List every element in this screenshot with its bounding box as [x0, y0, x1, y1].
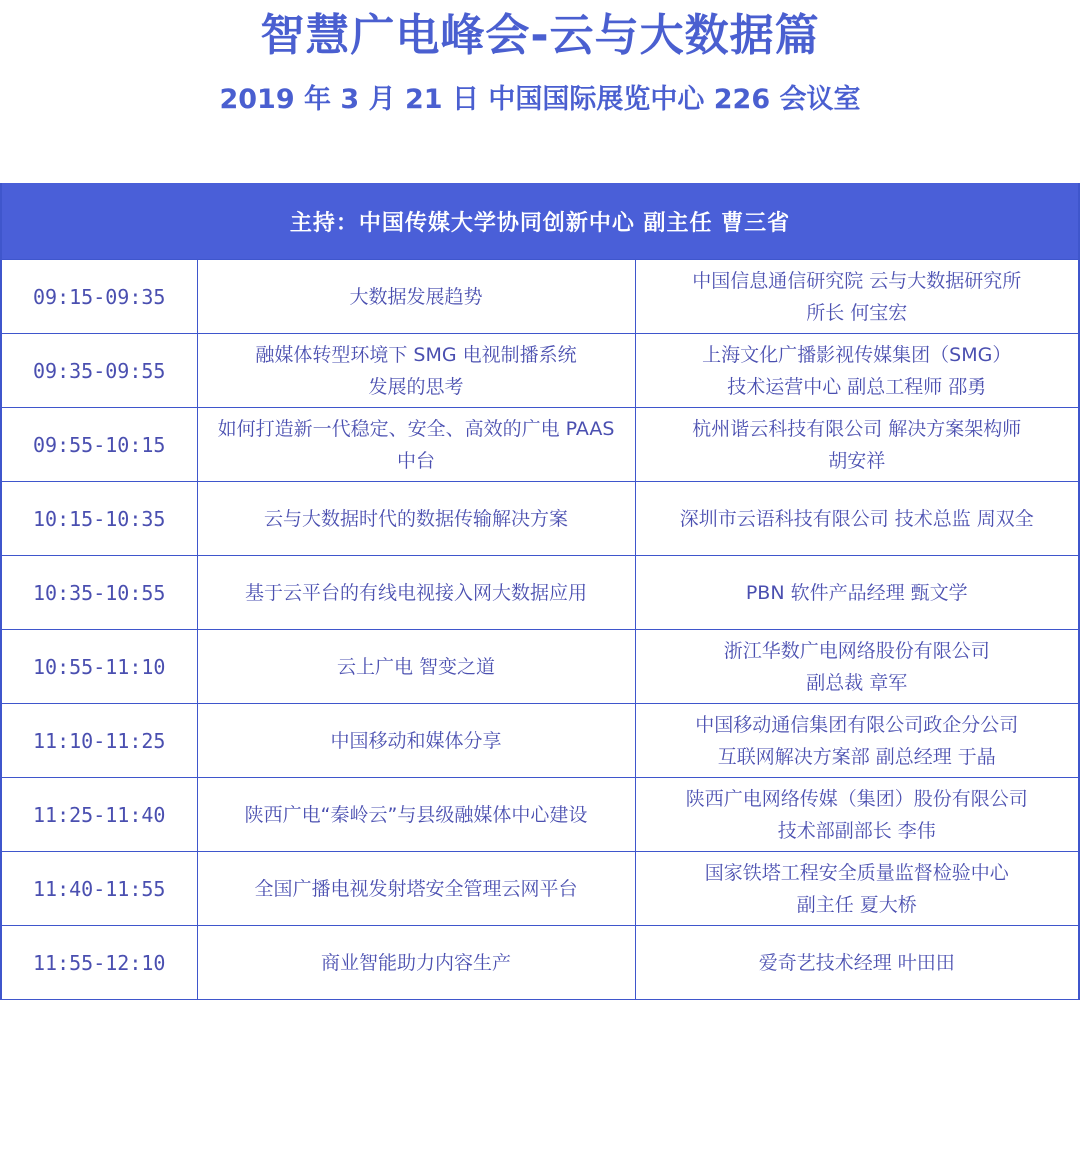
table-row	[2, 260, 1078, 334]
session-topic	[197, 630, 635, 704]
table-row	[2, 852, 1078, 926]
session-speaker-line: 杭州谐云科技有限公司 解决方案架构师	[692, 417, 1022, 440]
session-topic	[197, 704, 635, 778]
table-row	[2, 408, 1078, 482]
session-speaker	[635, 408, 1078, 482]
session-topic	[197, 260, 635, 334]
table-row	[2, 556, 1078, 630]
session-topic	[197, 334, 635, 408]
session-speaker	[635, 260, 1078, 334]
session-speaker	[635, 852, 1078, 926]
session-speaker	[635, 926, 1078, 1000]
table-row	[2, 482, 1078, 556]
session-speaker-line: 胡安祥	[828, 449, 886, 472]
session-topic-line: 云上广电 智变之道	[336, 655, 496, 678]
session-speaker-line: 所长 何宝宏	[806, 301, 908, 324]
session-speaker	[635, 778, 1078, 852]
host-banner: 主持：中国传媒大学协同创新中心 副主任 曹三省	[2, 183, 1078, 259]
session-topic	[197, 482, 635, 556]
session-speaker	[635, 482, 1078, 556]
session-time: 09:15-09:35	[2, 260, 197, 334]
session-speaker-line: 深圳市云语科技有限公司 技术总监 周双全	[679, 507, 1034, 530]
session-topic-line: 基于云平台的有线电视接入网大数据应用	[244, 581, 587, 604]
session-speaker-line: 国家铁塔工程安全质量监督检验中心	[704, 861, 1009, 884]
session-topic	[197, 556, 635, 630]
session-topic-line: 大数据发展趋势	[349, 285, 483, 308]
session-topic	[197, 408, 635, 482]
session-time: 11:25-11:40	[2, 778, 197, 852]
session-speaker-line: 陕西广电网络传媒（集团）股份有限公司	[685, 787, 1028, 810]
session-time: 10:15-10:35	[2, 482, 197, 556]
session-topic-line: 发展的思考	[368, 375, 464, 398]
session-time: 09:35-09:55	[2, 334, 197, 408]
session-speaker-line: 中国移动通信集团有限公司政企分公司	[695, 713, 1019, 736]
table-row	[2, 704, 1078, 778]
session-speaker	[635, 630, 1078, 704]
table-row	[2, 334, 1078, 408]
session-topic-line: 陕西广电“秦岭云”与县级融媒体中心建设	[244, 803, 588, 826]
session-topic-line: 如何打造新一代稳定、安全、高效的广电 PAAS	[217, 417, 615, 440]
table-row	[2, 778, 1078, 852]
session-speaker-line: PBN 软件产品经理 甄文学	[745, 581, 968, 604]
session-speaker-line: 浙江华数广电网络股份有限公司	[723, 639, 990, 662]
session-speaker	[635, 556, 1078, 630]
session-speaker-line: 爱奇艺技术经理 叶田田	[758, 951, 955, 974]
session-time: 09:55-10:15	[2, 408, 197, 482]
session-topic-line: 云与大数据时代的数据传输解决方案	[263, 507, 568, 530]
session-speaker-line: 副总裁 章军	[806, 671, 908, 694]
session-speaker	[635, 334, 1078, 408]
session-speaker-line: 中国信息通信研究院 云与大数据研究所	[692, 269, 1022, 292]
table-row	[2, 926, 1078, 1000]
session-time: 11:55-12:10	[2, 926, 197, 1000]
session-topic	[197, 778, 635, 852]
schedule-body	[2, 260, 1078, 1000]
session-time: 11:40-11:55	[2, 852, 197, 926]
session-speaker-line: 上海文化广播影视传媒集团（SMG）	[702, 343, 1012, 366]
agenda-table	[0, 183, 1080, 1000]
session-time: 10:55-11:10	[2, 630, 197, 704]
session-topic	[197, 926, 635, 1000]
session-topic-line: 融媒体转型环境下 SMG 电视制播系统	[255, 343, 577, 366]
session-speaker	[635, 704, 1078, 778]
session-time: 10:35-10:55	[2, 556, 197, 630]
session-topic-line: 商业智能助力内容生产	[320, 951, 511, 974]
session-speaker-line: 互联网解决方案部 副总经理 于晶	[717, 745, 996, 768]
page-title: 智慧广电峰会-云与大数据篇	[260, 10, 820, 61]
session-topic-line: 中国移动和媒体分享	[330, 729, 502, 752]
session-topic-line: 中台	[396, 449, 435, 472]
session-time: 11:10-11:25	[2, 704, 197, 778]
session-topic	[197, 852, 635, 926]
session-speaker-line: 技术运营中心 副总工程师 邵勇	[727, 375, 987, 398]
schedule-table	[2, 259, 1078, 1000]
event-date-venue: 2019 年 3 月 21 日 中国国际展览中心 226 会议室	[219, 84, 861, 115]
session-speaker-line: 副主任 夏大桥	[796, 893, 917, 916]
table-row	[2, 630, 1078, 704]
session-topic-line: 全国广播电视发射塔安全管理云网平台	[254, 877, 578, 900]
session-speaker-line: 技术部副部长 李伟	[777, 819, 936, 842]
